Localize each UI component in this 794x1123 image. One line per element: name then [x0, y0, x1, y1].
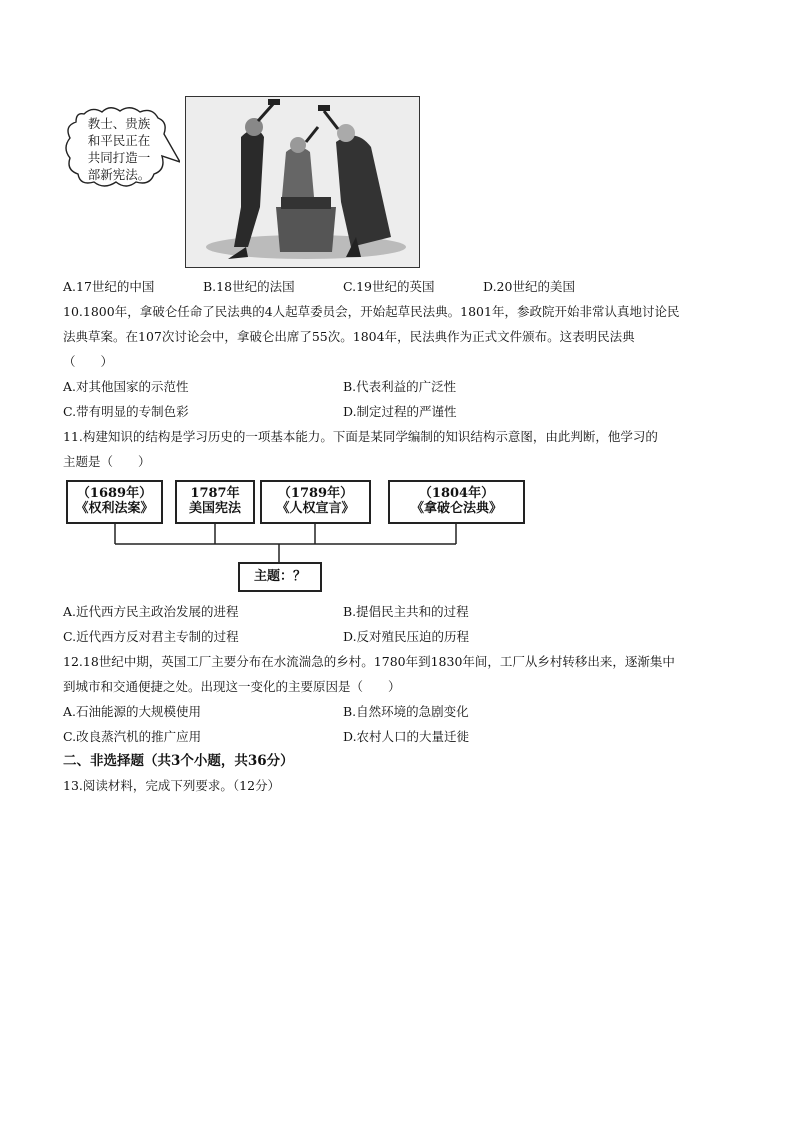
diagram-topic-box: 主题：？ [238, 562, 322, 592]
q10-stem-line-1: 10.1800年，拿破仑任命了民法典的4人起草委员会，开始起草民法典。1801年，参政院开始非常认真地讨论民 [63, 304, 680, 319]
q11-option-b[interactable]: B.提倡民主共和的过程 [343, 604, 469, 619]
q13-stem: 13.阅读材料，完成下列要求。（12分） [63, 778, 281, 793]
q10-option-a[interactable]: A.对其他国家的示范性 [63, 379, 189, 394]
q10-option-c[interactable]: C.带有明显的专制色彩 [63, 404, 189, 419]
q10-option-b[interactable]: B.代表利益的广泛性 [343, 379, 457, 394]
diagram-box-napoleonic-code: （1804年） 《拿破仑法典》 [388, 480, 525, 524]
q11-option-a[interactable]: A.近代西方民主政治发展的进程 [63, 604, 239, 619]
q11-stem-line-1: 11.构建知识的结构是学习历史的一项基本能力。下面是某同学编制的知识结构示意图，由此判断，他学习的 [63, 429, 658, 444]
q11-stem-line-2: 主题是（ ） [63, 454, 151, 469]
knowledge-structure-diagram [63, 476, 528, 596]
q10-option-d[interactable]: D.制定过程的严谨性 [343, 404, 457, 419]
q10-answer-blank: （ ） [63, 354, 114, 369]
q9-option-d[interactable]: D.20世纪的美国 [483, 279, 575, 294]
speech-bubble-text: 教士、贵族 和平民正在 共同打造一 部新宪法。 [87, 116, 151, 182]
q12-option-c[interactable]: C.改良蒸汽机的推广应用 [63, 729, 202, 744]
q12-stem-line-1: 12.18世纪中期，英国工厂主要分布在水流湍急的乡村。1780年到1830年间，工厂从乡村转移出来，逐渐集中 [63, 654, 675, 669]
diagram-box-rights-of-man: （1789年） 《人权宣言》 [260, 480, 371, 524]
q9-option-c[interactable]: C.19世纪的英国 [343, 279, 435, 294]
q9-option-a[interactable]: A.17世纪的中国 [63, 279, 155, 294]
q9-option-b[interactable]: B.18世纪的法国 [203, 279, 295, 294]
diagram-box-bill-of-rights: （1689年） 《权利法案》 [66, 480, 163, 524]
diagram-box-us-constitution: 1787年 美国宪法 [175, 480, 255, 524]
constitution-forging-illustration [185, 96, 420, 268]
q12-option-d[interactable]: D.农村人口的大量迁徙 [343, 729, 470, 744]
q11-option-c[interactable]: C.近代西方反对君主专制的过程 [63, 629, 239, 644]
q10-stem-line-2: 法典草案。在107次讨论会中，拿破仑出席了55次。1804年，民法典作为正式文件颁布。这表明民法典 [63, 329, 635, 344]
q12-stem-line-2: 到城市和交通便捷之处。出现这一变化的主要原因是（ ） [63, 679, 401, 694]
q11-option-d[interactable]: D.反对殖民压迫的历程 [343, 629, 470, 644]
q12-option-a[interactable]: A.石油能源的大规模使用 [63, 704, 202, 719]
q12-option-b[interactable]: B.自然环境的急剧变化 [343, 704, 469, 719]
section-2-heading: 二、非选择题（共3个小题，共36分） [63, 753, 294, 769]
